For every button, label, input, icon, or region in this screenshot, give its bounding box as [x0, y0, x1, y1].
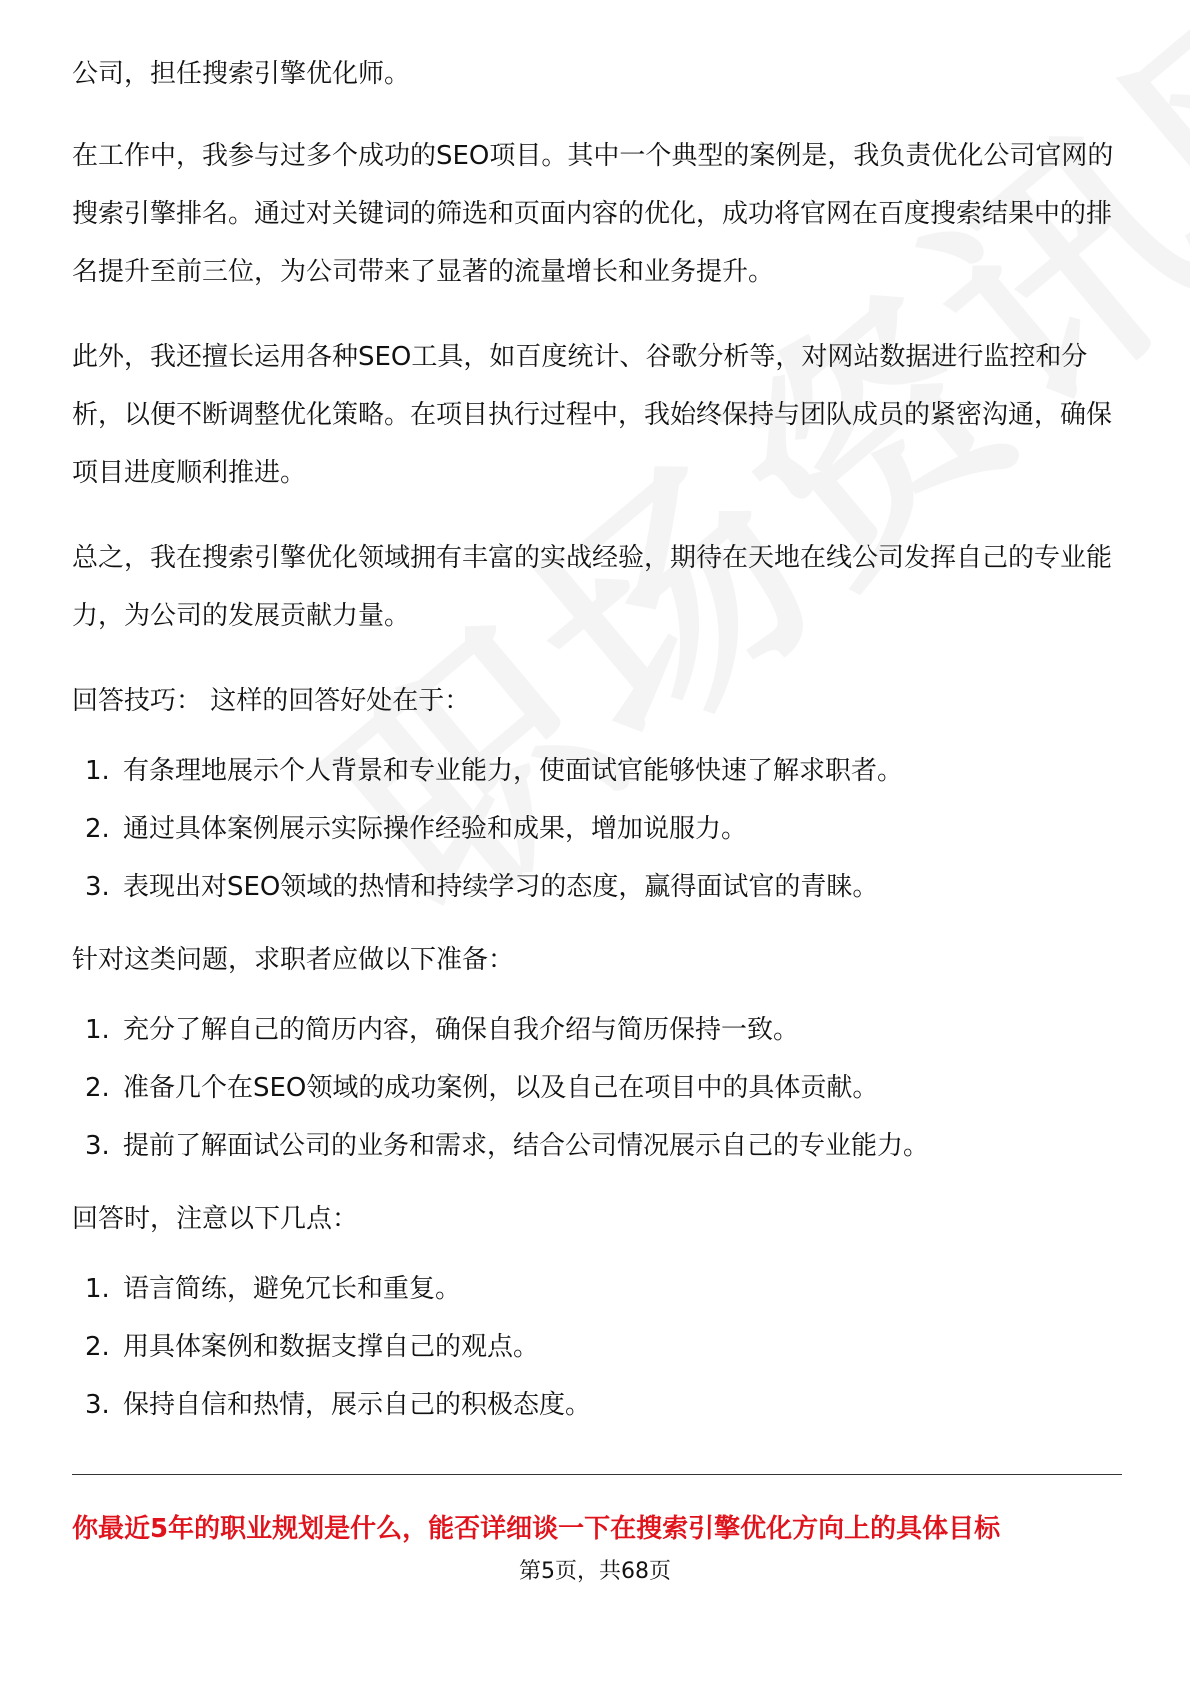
- list-number: 1.: [85, 1274, 110, 1304]
- list-number: 1.: [85, 1015, 110, 1045]
- list-item: [72, 1016, 1122, 1045]
- list-item: [72, 815, 1122, 844]
- list-item: [72, 873, 1122, 902]
- list-number: 1.: [85, 756, 110, 786]
- list-text: 用具体案例和数据支撑自己的观点。: [123, 1332, 540, 1362]
- list-text: 有条理地展示个人背景和专业能力，使面试官能够快速了解求职者。: [123, 756, 904, 786]
- list-text: 保持自信和热情，展示自己的积极态度。: [123, 1390, 592, 1420]
- list-item: [72, 1132, 1122, 1161]
- list-text: 准备几个在SEO领域的成功案例，以及自己在项目中的具体贡献。: [123, 1073, 879, 1103]
- paragraph-seo-tools: 此外，我还擅长运用各种SEO工具，如百度统计、谷歌分析等，对网站数据进行监控和分析，以便不断调整优化策略。在项目执行过程中，我始终保持与团队成员的紧密沟通，确保项目进度顺利推进。: [72, 342, 1113, 488]
- list-text: 充分了解自己的简历内容，确保自我介绍与简历保持一致。: [123, 1015, 800, 1045]
- list-item: [72, 1333, 1122, 1362]
- tips-list: [72, 757, 1122, 902]
- list-number: 3.: [85, 1390, 110, 1420]
- list-item: [72, 1275, 1122, 1304]
- next-question-title: 你最近5年的职业规划是什么，能否详细谈一下在搜索引擎优化方向上的具体目标: [72, 1514, 1001, 1544]
- document-body: [72, 45, 1122, 1449]
- list-number: 2.: [85, 814, 110, 844]
- list-number: 3.: [85, 872, 110, 902]
- prep-list: [72, 1016, 1122, 1161]
- list-item: [72, 757, 1122, 786]
- paragraph-intro-end: 公司，担任搜索引擎优化师。: [72, 59, 411, 89]
- tips-heading: 回答技巧： 这样的回答好处在于：: [72, 686, 471, 716]
- list-text: 表现出对SEO领域的热情和持续学习的态度，赢得面试官的青睐。: [123, 872, 879, 902]
- paragraph-project-case: 在工作中，我参与过多个成功的SEO项目。其中一个典型的案例是，我负责优化公司官网的搜索引擎排名。通过对关键词的筛选和页面内容的优化，成功将官网在百度搜索结果中的排名提升至前三位，为公司带来了显著的流量增长和业务提升。: [72, 141, 1114, 287]
- footer-divider: [72, 1474, 1122, 1475]
- page-number: 第5页，共68页: [519, 1559, 671, 1584]
- list-number: 2.: [85, 1332, 110, 1362]
- list-number: 2.: [85, 1073, 110, 1103]
- list-item: [72, 1391, 1122, 1420]
- notes-heading: 回答时，注意以下几点：: [72, 1204, 359, 1234]
- list-text: 通过具体案例展示实际操作经验和成果，增加说服力。: [123, 814, 748, 844]
- list-text: 语言简练，避免冗长和重复。: [123, 1274, 462, 1304]
- list-number: 3.: [85, 1131, 110, 1161]
- notes-list: [72, 1275, 1122, 1420]
- list-text: 提前了解面试公司的业务和需求，结合公司情况展示自己的专业能力。: [123, 1131, 930, 1161]
- prep-heading: 针对这类问题，求职者应做以下准备：: [72, 945, 515, 975]
- list-item: [72, 1074, 1122, 1103]
- paragraph-summary: 总之，我在搜索引擎优化领域拥有丰富的实战经验，期待在天地在线公司发挥自己的专业能力，为公司的发展贡献力量。: [72, 543, 1113, 631]
